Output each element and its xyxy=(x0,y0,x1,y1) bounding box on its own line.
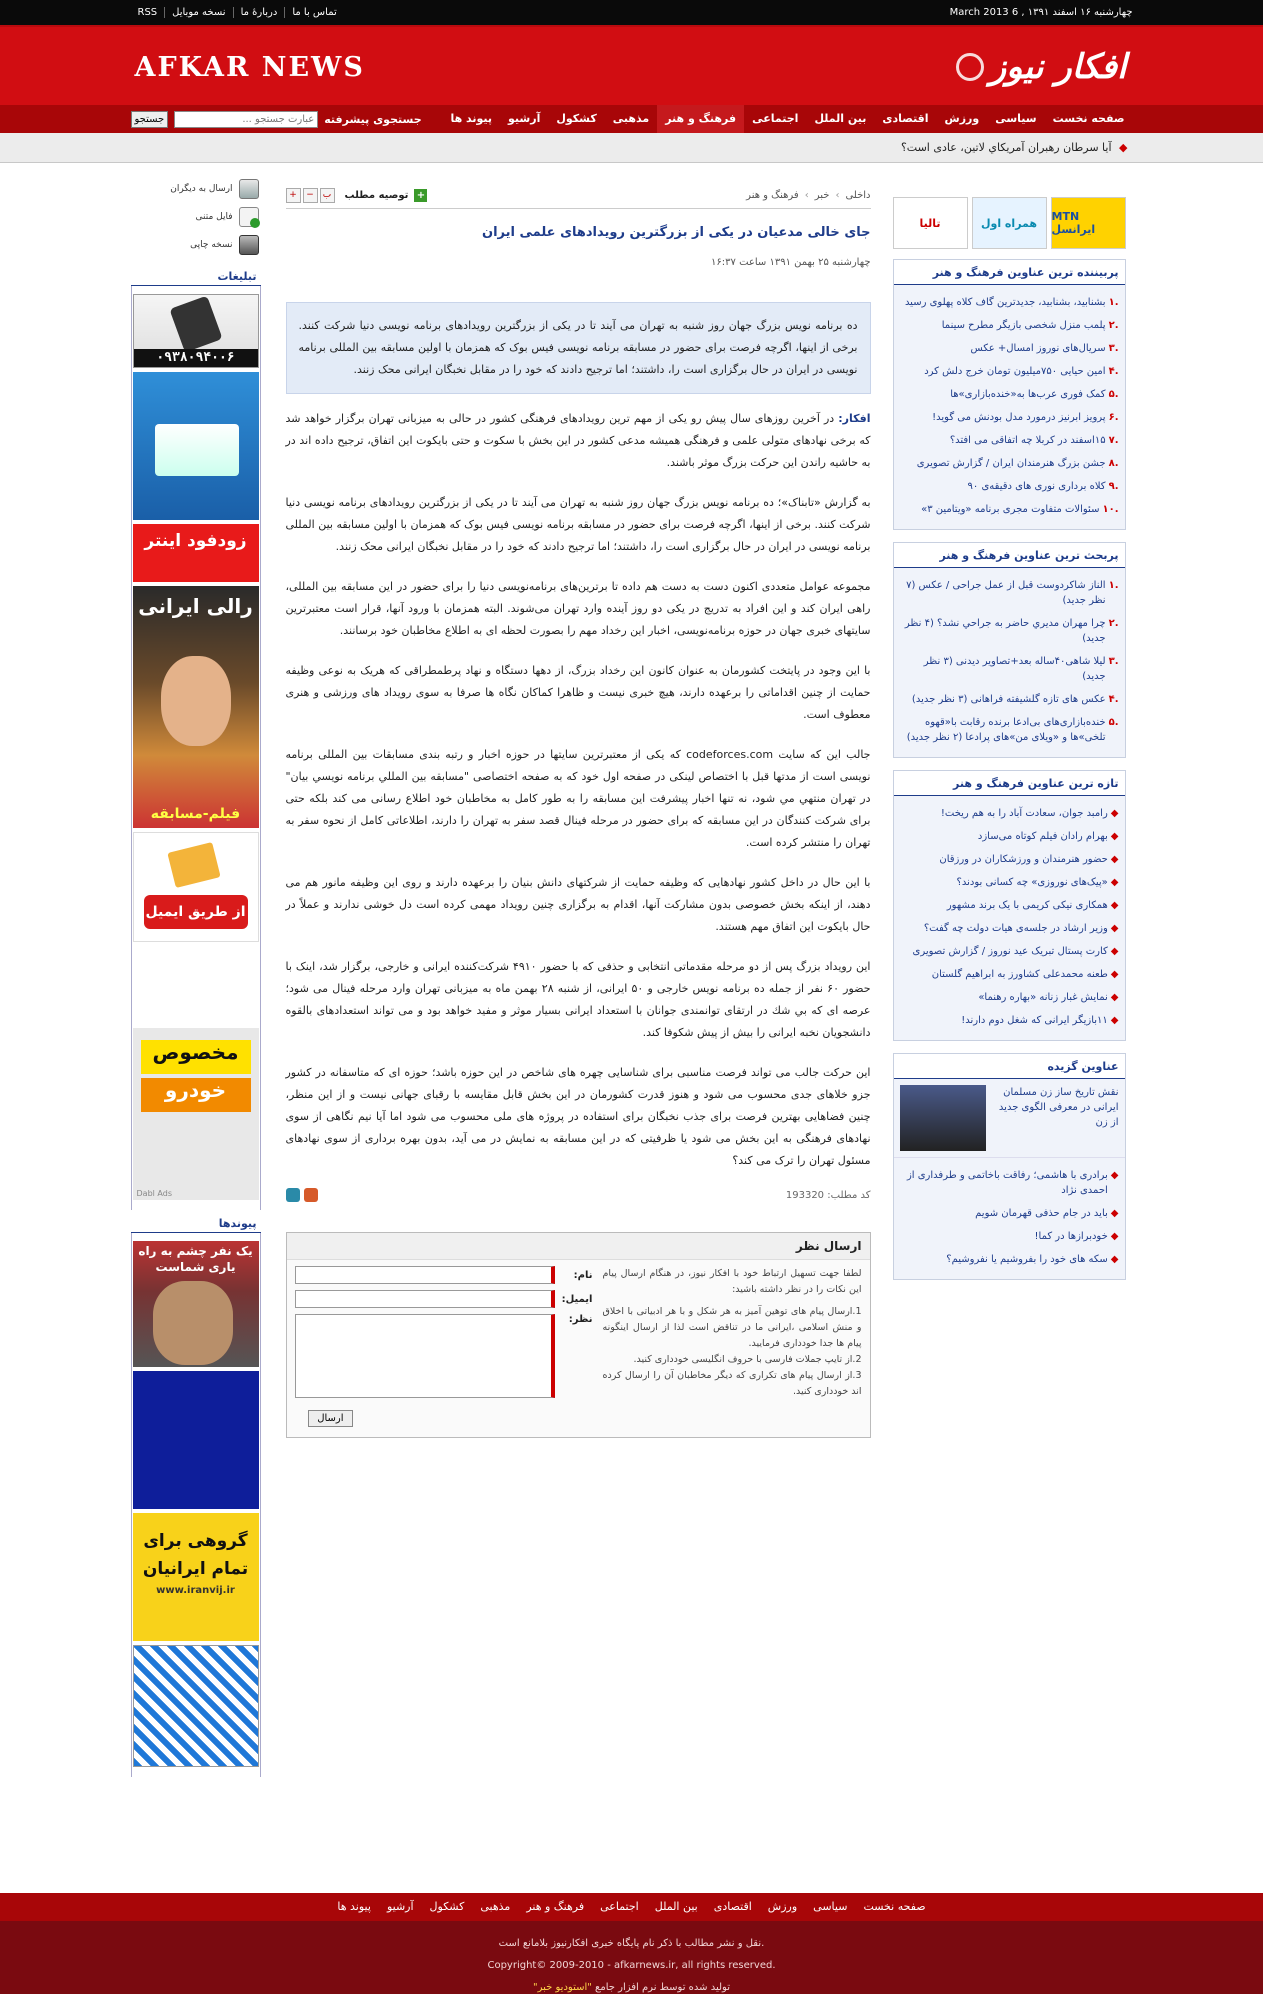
item-text: کمک فوری عرب‌ها به«خندەبازاری»ها xyxy=(950,389,1106,400)
item-text: سریال‌های نوروز امسال+ عکس xyxy=(970,343,1106,354)
plus-icon: + xyxy=(414,189,427,202)
item-text: کارت پستال تبریک عید نوروز / گزارش تصویری xyxy=(912,946,1108,957)
paragraph-text: در آخرین روزهای سال پیش رو یکی از مهم ترین رویدادهای فرهنگی کشور در حالی به میزبانی تهران برگزار خواهد شد که برخی نهادهای متولی علمی و فرهنگی همیشه مدعی کشور در این بخش با سکوت و حتی بایکوت این اتفاق، ترجیح داده اند در به حاشیه راندن این حرکت بزرگ موثر باشند. xyxy=(285,412,871,469)
ad-zoodfood[interactable]: زودفود اینتر xyxy=(133,524,259,582)
card-image xyxy=(155,424,239,476)
bullet-icon: ◆ xyxy=(1110,946,1119,957)
item-text: همکاری نیکی کریمی با یک برند مشهور xyxy=(946,900,1108,911)
tool-label: نسخه چاپی xyxy=(190,240,233,250)
nav-menu xyxy=(442,105,1132,133)
featured-title: عناوین گزیده xyxy=(894,1054,1125,1079)
article-code-value: 193320 xyxy=(785,1189,825,1201)
comment-rule: 1.ارسال پیام های توهین آمیز به هر شکل و با هر ادبیاتی با اخلاق و منش اسلامی ،ایرانی ما در تناقض است لذا از ارسال اینگونه پیام ها جدا خودداری فرمایید. xyxy=(602,1306,862,1349)
bullet-icon: ◆ xyxy=(1110,1208,1119,1219)
printer-icon xyxy=(239,235,259,255)
email-label: ایمیل: xyxy=(561,1293,593,1305)
nav-item-economy[interactable]: اقتصادی xyxy=(882,112,929,125)
comment-rule: 2.از تایپ جملات فارسی با حروف انگلیسی خودداری کنید. xyxy=(633,1354,862,1365)
item-number: .۶ xyxy=(1108,412,1119,423)
bullet-icon: ◆ xyxy=(1110,854,1119,865)
search-input[interactable] xyxy=(174,111,318,128)
bullet-icon: ◆ xyxy=(1110,808,1119,819)
ticker-bullet-icon: ◆ xyxy=(1119,141,1128,154)
article-source[interactable]: افکار: xyxy=(838,412,871,425)
send-icon xyxy=(239,179,259,199)
ticker-headline[interactable]: آيا سرطان رهبران آمريکاي لاتين، عادی است؟ xyxy=(900,141,1112,154)
ads-column xyxy=(131,286,261,1210)
nav-item-religion[interactable]: مذهبی xyxy=(612,112,650,125)
breadcrumb-item[interactable]: داخلی xyxy=(845,190,871,201)
footer-nav-item[interactable]: بین الملل xyxy=(654,1900,698,1913)
item-text: جشن بزرگ هنرمندان ایران / گزارش تصویری xyxy=(916,458,1106,469)
item-text: «پیک‌های نوروزی» چه کسانی بودند؟ xyxy=(956,877,1108,888)
item-number: .۴ xyxy=(1108,694,1119,705)
list-item[interactable] xyxy=(900,452,1119,475)
item-text: پلمب منزل شخصی بازیگر مطرح سینما xyxy=(941,320,1106,331)
ad-pattern-banner[interactable] xyxy=(133,1645,259,1767)
ad-talia[interactable]: تالیا xyxy=(893,197,968,249)
item-text: کلاه برداری نوری های دقیقه‌ی ۹۰ xyxy=(967,481,1106,492)
ad-rally[interactable] xyxy=(133,586,259,828)
tool-label: ارسال به دیگران xyxy=(170,184,233,194)
links-title: پیوندها xyxy=(131,1214,261,1233)
item-number: .۳ xyxy=(1108,343,1119,354)
breadcrumb-separator: › xyxy=(804,190,809,201)
ad-car-line1: مخصوص xyxy=(141,1040,251,1074)
bullet-icon: ◆ xyxy=(1110,1170,1119,1181)
list-item[interactable] xyxy=(900,1248,1119,1271)
footer-nav-item[interactable]: سیاسی xyxy=(813,1900,848,1913)
ad-charity[interactable] xyxy=(133,1241,259,1367)
comment-row xyxy=(295,1314,593,1398)
item-number: .۲ xyxy=(1108,320,1119,331)
article-code-label: کد مطلب: xyxy=(827,1189,871,1201)
article-paragraph: جالب این که سایت codeforces.com که یکی از معتبرترین سایتها در حوزه اخبار و رتبه بندی مسابقات بین المللی برنامه نویسی است از مدتها قبل با اختصاص لینکی در صفحه اول خود که به صفحه اختصاصی "مسابقه بين المللي برنامه نويسي بيان" در تهران منتهي مي شود، نه تنها اخبار پیشرفت این مسابقه را به طور کامل به مخاطبان خود اطلاع رسانی می کند بلکه حتی برای شرکت کنندگان در این مسابقه که برای حضور در مرحله فینال قصد سفر به تهران را دارند، اطلاعاتی کامل از نحوه سفر به تهران را منتشر کرده است. xyxy=(285,748,871,849)
article-lead: ده برنامه نویس بزرگ جهان روز شنبه به تهران می آیند تا در یکی از بزرگترین رویدادهای برنامه نویسی دنیا شرکت کنند. برخی از اینها، اگرچه فرصت برای حضور در مسابقه برنامه نویسی فیس بوک که همزمان با اولین مسابقه بین المللی برنامه نویسی در ایران در حال برگزاری است را، داشتند؛ اما ترجیح دادند که خود را در مقابل نخبگان ایرانی محک زنند. xyxy=(286,302,871,394)
list-item[interactable] xyxy=(900,894,1119,917)
article-actions xyxy=(286,188,428,203)
featured-main[interactable] xyxy=(894,1079,1125,1158)
comment-textarea[interactable] xyxy=(295,1314,555,1398)
article-date: چهارشنبه ۲۵ بهمن ۱۳۹۱ ساعت ۱۶:۳۷ xyxy=(711,257,871,268)
item-text: بشنابید، بشنابید، جدیدترین گاف کلاه پهلوی رسید xyxy=(904,297,1106,308)
ad-car[interactable] xyxy=(133,1028,259,1200)
bullet-icon: ◆ xyxy=(1110,877,1119,888)
article-paragraph xyxy=(286,408,871,474)
list-item[interactable] xyxy=(900,711,1119,749)
article-column xyxy=(286,187,871,1438)
top-link-about[interactable]: دربارهٔ ما xyxy=(233,7,285,18)
bullet-icon: ◆ xyxy=(1110,992,1119,1003)
bullet-icon: ◆ xyxy=(1110,923,1119,934)
bookmark-icon[interactable] xyxy=(286,1188,300,1202)
main-nav xyxy=(0,105,1263,133)
ad-charity-text: یک نفر چشم به راه یاری شماست xyxy=(138,1244,253,1274)
footer-nav-item[interactable]: صفحه نخست xyxy=(863,1900,926,1913)
nav-item-sport[interactable]: ورزش xyxy=(944,112,980,125)
item-text: چرا مهران مديري حاضر به جراحي نشد؟ (۴ نظر جدید) xyxy=(904,618,1106,644)
item-text: پرویز ابرنیز درمورد مدل بودنش می گوید! xyxy=(932,412,1106,423)
breadcrumb-separator: › xyxy=(835,190,840,201)
news-ticker xyxy=(0,133,1263,163)
footer-nav-item[interactable]: کشکول xyxy=(429,1900,465,1913)
nav-item-international[interactable]: بین الملل xyxy=(814,112,867,125)
latest-box xyxy=(893,770,1126,1041)
name-row xyxy=(295,1266,593,1284)
submit-comment-button[interactable]: ارسال xyxy=(308,1410,352,1427)
name-label: نام: xyxy=(573,1269,593,1281)
article-code xyxy=(786,1190,871,1201)
links-column xyxy=(131,1233,261,1777)
latest-list xyxy=(894,796,1125,1040)
bullet-icon: ◆ xyxy=(1110,1015,1119,1026)
item-number: .۱ xyxy=(1108,580,1119,591)
most-commented-title: پربحث ترین عناوین فرهنگ و هنر xyxy=(894,543,1125,568)
ad-blue-banner[interactable] xyxy=(133,1371,259,1509)
breadcrumb-item[interactable]: فرهنگ و هنر xyxy=(746,190,799,201)
ad-mtn-irancell[interactable]: MTN ایرانسل xyxy=(1051,197,1126,249)
ad-card[interactable] xyxy=(133,372,259,520)
item-number: .۷ xyxy=(1108,435,1119,446)
footer-nav-item[interactable]: اجتماعی xyxy=(600,1900,639,1913)
footer-nav xyxy=(0,1893,1263,1921)
top-link-mobile[interactable]: نسخه موبایل xyxy=(164,7,232,18)
share-icons xyxy=(286,1188,318,1202)
tool-print[interactable] xyxy=(131,231,259,259)
list-item[interactable] xyxy=(900,1009,1119,1032)
nav-item-links[interactable]: پیوند ها xyxy=(450,112,493,125)
article-body xyxy=(286,408,871,1172)
top-date: چهارشنبه ۱۶ اسفند ۱۳۹۱ , 6 March 2013 xyxy=(949,7,1133,18)
item-number: .۳ xyxy=(1108,656,1119,667)
ad-rally-bottom: فیلم-مسابقه xyxy=(150,806,241,822)
item-number: .۱۰ xyxy=(1102,504,1119,515)
list-item[interactable] xyxy=(900,986,1119,1009)
featured-list xyxy=(894,1158,1125,1279)
item-text: ۱۵اسفند در کربلا چه اتفاقی می افتد؟ xyxy=(949,435,1106,446)
nav-item-culture[interactable]: فرهنگ و هنر xyxy=(657,105,744,133)
font-increase-button[interactable]: + xyxy=(286,188,301,203)
footer-nav-item[interactable]: فرهنگ و هنر xyxy=(526,1900,585,1913)
tool-label: فایل متنی xyxy=(195,212,233,222)
nav-item-politics[interactable]: سیاسی xyxy=(995,112,1037,125)
nav-item-home[interactable]: صفحه نخست xyxy=(1052,112,1125,125)
bullet-icon: ◆ xyxy=(1110,969,1119,980)
comment-fields xyxy=(295,1266,593,1427)
list-item[interactable] xyxy=(900,1225,1119,1248)
comment-form xyxy=(286,1232,871,1438)
list-item[interactable] xyxy=(900,940,1119,963)
item-text: خودبرازها در کما! xyxy=(1034,1231,1108,1242)
item-number: .۸ xyxy=(1108,458,1119,469)
article-tools xyxy=(131,175,261,259)
name-field[interactable] xyxy=(295,1266,555,1284)
nav-item-archive[interactable]: آرشیو xyxy=(508,112,541,125)
item-number: .۱ xyxy=(1108,297,1119,308)
footer-notice: نقل و نشر مطالب با ذکر نام پایگاه خبری افکارنیوز بلامانع است. xyxy=(498,1938,765,1949)
bullet-icon: ◆ xyxy=(1110,831,1119,842)
nav-item-social[interactable]: اجتماعی xyxy=(752,112,799,125)
comment-label: نظر: xyxy=(568,1314,593,1325)
item-text: رامبد جوان، سعادت آباد را به هم ریخت! xyxy=(940,808,1108,819)
left-column xyxy=(131,175,261,1777)
recommend-button[interactable] xyxy=(345,189,428,202)
footer-copyright: Copyright© 2009-2010 - afkarnews.ir, all rights reserved. xyxy=(487,1960,776,1971)
search-area xyxy=(131,111,422,128)
list-item[interactable] xyxy=(900,688,1119,711)
ad-charity-photo xyxy=(153,1281,233,1365)
ad-iranvij-url: www.iranvij.ir xyxy=(156,1585,235,1596)
comment-inner xyxy=(287,1260,870,1437)
list-item[interactable] xyxy=(900,917,1119,940)
recommend-label: توصیه مطلب xyxy=(344,190,409,201)
item-number: .۵ xyxy=(1108,717,1119,728)
item-text: حضور هنرمندان و ورزشکاران در ورزقان xyxy=(939,854,1108,865)
bullet-icon: ◆ xyxy=(1110,1254,1119,1265)
item-number: .۴ xyxy=(1108,366,1119,377)
most-commented-box xyxy=(893,542,1126,758)
item-text: عکس های تازه گلشیفته فراهانی (۳ نظر جدید) xyxy=(911,694,1106,705)
featured-main-text: نقش تاریخ ساز زن مسلمان ایرانی در معرفی الگوی جدید از زن xyxy=(998,1087,1119,1128)
list-item[interactable] xyxy=(900,475,1119,498)
text-file-icon xyxy=(239,207,259,227)
most-commented-list xyxy=(894,568,1125,757)
logo-english[interactable]: AFKAR NEWS xyxy=(134,51,365,83)
footer-powered-prefix: تولید شده توسط نرم افزار جامع xyxy=(595,1982,730,1993)
list-item[interactable] xyxy=(900,1202,1119,1225)
ad-phone-number[interactable] xyxy=(133,294,259,368)
most-viewed-title: پربیننده ترین عناوین فرهنگ و هنر xyxy=(894,260,1125,285)
list-item[interactable] xyxy=(900,802,1119,825)
latest-title: تازه ترین عناوین فرهنگ و هنر xyxy=(894,771,1125,796)
list-item[interactable] xyxy=(900,574,1119,612)
footer-menu xyxy=(329,1893,933,1921)
comment-rules xyxy=(603,1266,862,1427)
share-icon[interactable] xyxy=(304,1188,318,1202)
article-title: جای خالی مدعیان در یکی از بزرگترین رویدادهای علمی ایران xyxy=(481,225,871,240)
list-item[interactable] xyxy=(900,406,1119,429)
footer-nav-item[interactable]: اقتصادی xyxy=(713,1900,752,1913)
item-text: بهرام رادان فیلم کوتاه می‌سازد xyxy=(977,831,1108,842)
comment-rule: 3.از ارسال پیام های تکراری که دیگر مخاطبان آن را ارسال کرده اند خودداری کنید. xyxy=(602,1370,862,1397)
list-item[interactable] xyxy=(900,963,1119,986)
nav-item-kashkool[interactable]: کشکول xyxy=(556,112,597,125)
right-column xyxy=(893,197,1126,1292)
breadcrumb xyxy=(746,190,870,201)
item-text: طعنه محمدعلی کشاورز به ابراهیم گلستان xyxy=(931,969,1108,980)
article-paragraph: این حرکت جالب می تواند فرصت مناسبی برای شناسایی چهره های شاخص در این حوزه باشد؛ حوزه ای که متاسفانه در کشور جزو خلاهای جدی محسوب می شود و هنوز قدرت کشورمان در این بخش قابل مقایسه با رقبای جهانی نیست و از این منظر، چنین فضاهایی بهترین فرصت برای جذب نخبگان برای استفاده در پروژه های ملی محسوب می شود اما آیا نیم نگاهی از سوی نهادهای فرهنگی به این بخش می شود یا ظرفیتی که در این مسابقه به نمایش در می آید، بدون بهره برداری از سوی نهادهای مسئول تهران را ترک می کند؟ xyxy=(285,1066,871,1167)
item-text: الناز شاکردوست قبل از عمل جراحی / عکس (۷ نظر جدید) xyxy=(906,580,1106,606)
article-paragraph: با این وجود در پایتخت کشورمان به عنوان کانون این رخداد بزرگ، از دهها دستگاه و نهاد پرطمطراقی که هریک به نوعی وظیفه حمایت از چنین اقداماتی را برعهده دارند، هیچ خبری نیست و ظاهرا کماکان نگاه ها صرفا به سوی رویداد های ورزشی و هنری معطوف است. xyxy=(285,664,871,721)
envelope-icon xyxy=(167,842,220,888)
operator-banners xyxy=(893,197,1126,249)
font-decrease-button[interactable]: − xyxy=(303,188,318,203)
bullet-icon: ◆ xyxy=(1110,900,1119,911)
item-text: لیلا شاهی۴۰ساله بعد+تصاویر دیدنی (۳ نظر جدید) xyxy=(923,656,1106,682)
item-text: خندەبازاری‌های بی‌ادعا برنده رقابت با«قهوه تلخی»‌ها و «ویلای من»های پرادعا (۲ نظر جدید) xyxy=(906,717,1106,743)
featured-image xyxy=(900,1085,986,1151)
logo-persian[interactable] xyxy=(956,47,1133,87)
item-text: نمایش غبار زنانه «بهاره رهنما» xyxy=(978,992,1108,1003)
header xyxy=(0,25,1263,105)
font-size-reset-button[interactable]: ب xyxy=(320,188,335,203)
footer-nav-item[interactable]: مذهبی xyxy=(480,1900,511,1913)
list-item[interactable] xyxy=(900,1164,1119,1202)
email-field[interactable] xyxy=(295,1290,555,1308)
main-content xyxy=(0,163,1263,1893)
item-number: .۹ xyxy=(1108,481,1119,492)
footer xyxy=(0,1921,1263,1994)
list-item[interactable] xyxy=(900,291,1119,314)
article-code-row xyxy=(286,1188,871,1202)
tool-text-file[interactable] xyxy=(131,203,259,231)
most-viewed-list xyxy=(894,285,1125,529)
list-item[interactable] xyxy=(900,825,1119,848)
ad-email-button: از طریق ایمیل xyxy=(144,895,248,929)
list-item[interactable] xyxy=(900,848,1119,871)
ad-phone-text: ۰۹۳۸۰۹۴۰۰۶ xyxy=(134,349,258,367)
list-item[interactable] xyxy=(900,650,1119,688)
mobile-phone-icon xyxy=(169,296,222,353)
footer-nav-item[interactable]: پیوند ها xyxy=(337,1900,371,1913)
item-text: وزیر ارشاد در جلسه‌ی هیات دولت چه گفت؟ xyxy=(923,923,1108,934)
logo-ring-icon xyxy=(956,53,984,81)
search-button[interactable]: جستجو xyxy=(131,111,169,128)
list-item[interactable] xyxy=(900,871,1119,894)
top-bar xyxy=(0,0,1263,25)
ad-car-line2: خودرو xyxy=(141,1078,251,1112)
comment-intro: لطفا جهت تسهیل ارتباط خود با افکار نیوز، در هنگام ارسال پیام این نکات را در نظر داشته باشید: xyxy=(602,1268,862,1295)
item-number: .۲ xyxy=(1108,618,1119,629)
item-number: .۵ xyxy=(1108,389,1119,400)
ad-hamrah-aval[interactable]: همراه اول xyxy=(972,197,1047,249)
footer-nav-item[interactable]: آرشیو xyxy=(386,1900,414,1913)
article-paragraph: این رویداد بزرگ پس از دو مرحله مقدماتی انتخابی و حذفی که با حضور ۴۹۱۰ شرکت‌کننده ایرانی و خارجی، برگزار شد، اینک با حضور ۶۰ نفر از جمله ده برنامه نویس خارجی و ۵۰ ایرانی، از شنبه ۲۸ بهمن ماه به میزبانی تهران وارد مرحله فینال می شود؛ عرصه ای که بي شك در ارتقای توانمندی جوانان با استعداد ایرانی بسیار موثر و مفید خواهد بود و می تواند استعدادهای بالقوه دانشجويان نخبه ایرانی را بیش از پیش شکوفا کند. xyxy=(285,960,871,1039)
footer-powered-brand[interactable]: "استودیو خبر" xyxy=(533,1982,592,1993)
article-paragraph: با این حال در داخل کشور نهادهایی که وظیفه حمایت از شرکتهای دانش بنیان را برعهده دارند و روی این وظیفه مانور هم می دهند، از اینکه بخش خصوصی بدون مشارکت آنها، اقدام به برگزاری چنین رویداد مهمی کرده است دل خوشی ندارند و عملاً در حال بایکوت این اتفاق مهم هستند. xyxy=(285,876,871,933)
ad-iranvij[interactable] xyxy=(133,1513,259,1641)
list-item[interactable] xyxy=(900,383,1119,406)
item-text: سئوالات متفاوت مجری برنامه «ویتامین ۳» xyxy=(921,504,1100,515)
email-row xyxy=(295,1290,593,1308)
footer-powered xyxy=(0,1977,1263,1994)
item-text: سکه های خود را بفروشیم یا نفروشیم؟ xyxy=(946,1254,1108,1265)
article-paragraph: به گزارش «تابناک»؛ ده برنامه نویس بزرگ جهان روز شنبه به تهران می آیند تا در یکی از بزرگترین رویدادهای برنامه نویسی دنیا شرکت کنند. برخی از اینها، اگرچه فرصت برای حضور در مسابقه برنامه نویسی فیس بوک که همزمان با اولین مسابقه بین المللی برنامه نویسی در ایران در حال برگزاری است را، داشتند؛ اما ترجیح دادند که خود را در مقابل نخبگان ایرانی محک زنند. xyxy=(285,496,871,553)
tool-send-to-others[interactable] xyxy=(131,175,259,203)
ad-email[interactable] xyxy=(133,832,259,942)
breadcrumb-item[interactable]: خبر xyxy=(814,190,830,201)
logo-persian-text: افکار نیوز xyxy=(989,47,1127,87)
comment-title: ارسال نظر xyxy=(287,1233,870,1260)
featured-box xyxy=(893,1053,1126,1280)
item-text: باید در جام حذفی قهرمان شویم xyxy=(975,1208,1108,1219)
font-size-controls xyxy=(286,188,335,203)
advanced-search-link[interactable]: جستجوی پیشرفته xyxy=(324,112,422,126)
ad-rally-photo xyxy=(161,656,231,746)
list-item[interactable] xyxy=(900,612,1119,650)
item-text: ۱۱بازیگر ایرانی که شغل دوم دارند! xyxy=(961,1015,1108,1026)
top-links xyxy=(131,7,344,18)
footer-nav-item[interactable]: ورزش xyxy=(767,1900,798,1913)
ad-iranvij-title: گروهی برای تمام ایرانیان xyxy=(142,1531,249,1579)
list-item[interactable] xyxy=(900,498,1119,521)
list-item[interactable] xyxy=(900,360,1119,383)
item-text: برادری با هاشمی؛ رفاقت باخاتمی و طرفداری از احمدی نژاد xyxy=(906,1170,1108,1196)
list-item[interactable] xyxy=(900,337,1119,360)
list-item[interactable] xyxy=(900,314,1119,337)
ads-title: تبلیغات xyxy=(131,267,261,286)
item-text: امین حیایی ۷۵۰میلیون تومان خرج دلش کرد xyxy=(924,366,1106,377)
ad-car-credit: Dabl Ads xyxy=(136,1189,172,1198)
article-paragraph: مجموعه عوامل متعددی اکنون دست به دست هم داده تا برترین‌های برنامه‌نویسی دنیا را برای حضور در این مسابقه بین المللی، راهی ایران کند و این افراد به تدریج در یکی دو روز آینده وارد تهران می‌شوند. البته همزمان با ورود آنها، قرار است معتبرترین سایتهای خبری جهان در حوزه برنامه‌نویسی، اخبار این رخداد مهم را بصورت لحظه ای به اطلاع مخاطبان خود برسانند. xyxy=(285,580,871,637)
list-item[interactable] xyxy=(900,429,1119,452)
bullet-icon: ◆ xyxy=(1110,1231,1119,1242)
top-link-contact[interactable]: تماس با ما xyxy=(284,7,343,18)
article-toolbar xyxy=(286,187,871,209)
most-viewed-box xyxy=(893,259,1126,530)
top-link-rss[interactable]: RSS xyxy=(137,7,158,18)
ad-rally-title: رالی ایرانی xyxy=(138,594,253,618)
